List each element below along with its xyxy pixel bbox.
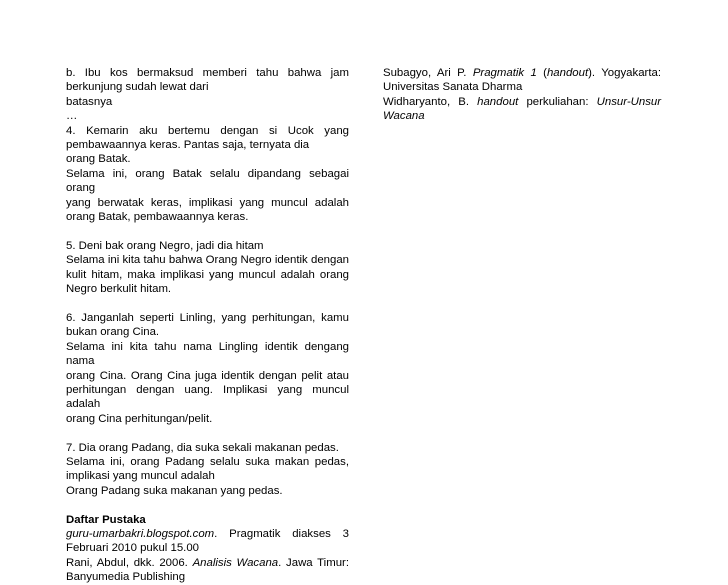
text-line: Negro berkulit hitam. (66, 283, 172, 296)
reference-line: Universitas Sanata Dharma (383, 81, 523, 94)
text-line: bukan orang Cina. (66, 326, 160, 339)
text-line: orang Cina. Orang Cina juga identik dengan pelit atau (66, 369, 349, 382)
paragraph-gap (66, 498, 349, 512)
reference-line: Februari 2010 pukul 15.00 (66, 542, 199, 555)
paragraph-gap (66, 296, 349, 310)
text-line: berkunjung sudah lewat dari (66, 81, 209, 94)
reference-url: guru-umarbakri.blogspot.com (66, 527, 215, 540)
reference-text: . Pragmatik diakses 3 (214, 527, 349, 540)
reference-title: Pragmatik 1 (472, 67, 537, 79)
reference-handout: handout (546, 67, 589, 79)
reference-title: Analisis Wacana (192, 556, 279, 569)
bibliography-heading: Daftar Pustaka (66, 513, 146, 526)
reference-line (383, 95, 661, 109)
reference-text: perkuliahan: (518, 95, 597, 108)
reference-line (66, 527, 349, 541)
text-line: Selama ini, orang Padang selalu suka makan pedas, (66, 455, 349, 468)
text-line: kulit hitam, maka implikasi yang muncul adalah orang (66, 268, 349, 281)
left-column (66, 66, 349, 585)
reference-handout: handout (477, 95, 519, 108)
text-line: orang Cina perhitungan/pelit. (66, 412, 213, 425)
right-column (383, 66, 661, 124)
reference-text: Rani, Abdul, dkk. 2006. (66, 556, 193, 569)
reference-text: Subagyo, Ari P. (383, 67, 473, 79)
text-line: implikasi yang muncul adalah (66, 470, 215, 483)
text-line: perhitungan dengan uang. Implikasi yang muncul adalah (66, 383, 349, 411)
paragraph-gap (66, 224, 349, 238)
text-line: 4. Kemarin aku bertemu dengan si Ucok yang (66, 124, 349, 137)
text-line: orang Batak, pembawaannya keras. (66, 211, 249, 224)
paragraph-gap (66, 426, 349, 440)
reference-line (383, 66, 661, 80)
text-line: Selama ini kita tahu nama Lingling identik dengang nama (66, 340, 349, 368)
ellipsis-line: … (66, 110, 78, 123)
text-line: Selama ini, orang Batak selalu dipandang sebagai orang (66, 167, 349, 195)
text-line: Selama ini kita tahu bahwa Orang Negro identik dengan (66, 254, 349, 267)
reference-line: Banyumedia Publishing (66, 571, 186, 584)
text-line: Orang Padang suka makanan yang pedas. (66, 484, 283, 497)
text-line: 5. Deni bak orang Negro, jadi dia hitam (66, 239, 264, 252)
reference-text: ( (536, 67, 547, 79)
reference-title: Wacana (383, 110, 425, 123)
reference-text: . Jawa Timur: (278, 556, 349, 569)
reference-text: ). Yogyakarta: (588, 67, 661, 79)
text-line: b. Ibu kos bermaksud memberi tahu bahwa jam (66, 67, 349, 79)
text-line: 6. Janganlah seperti Linling, yang perhitungan, kamu (66, 311, 349, 324)
text-line: yang berwatak keras, implikasi yang muncul adalah (66, 196, 349, 209)
text-line: 7. Dia orang Padang, dia suka sekali makanan pedas. (66, 441, 339, 454)
reference-text: Widharyanto, B. (383, 95, 478, 108)
reference-title: Unsur-Unsur (596, 95, 662, 108)
text-line: orang Batak. (66, 153, 131, 166)
reference-line (383, 109, 661, 123)
text-line: batasnya (66, 95, 113, 108)
text-line: pembawaannya keras. Pantas saja, ternyata dia (66, 139, 310, 152)
